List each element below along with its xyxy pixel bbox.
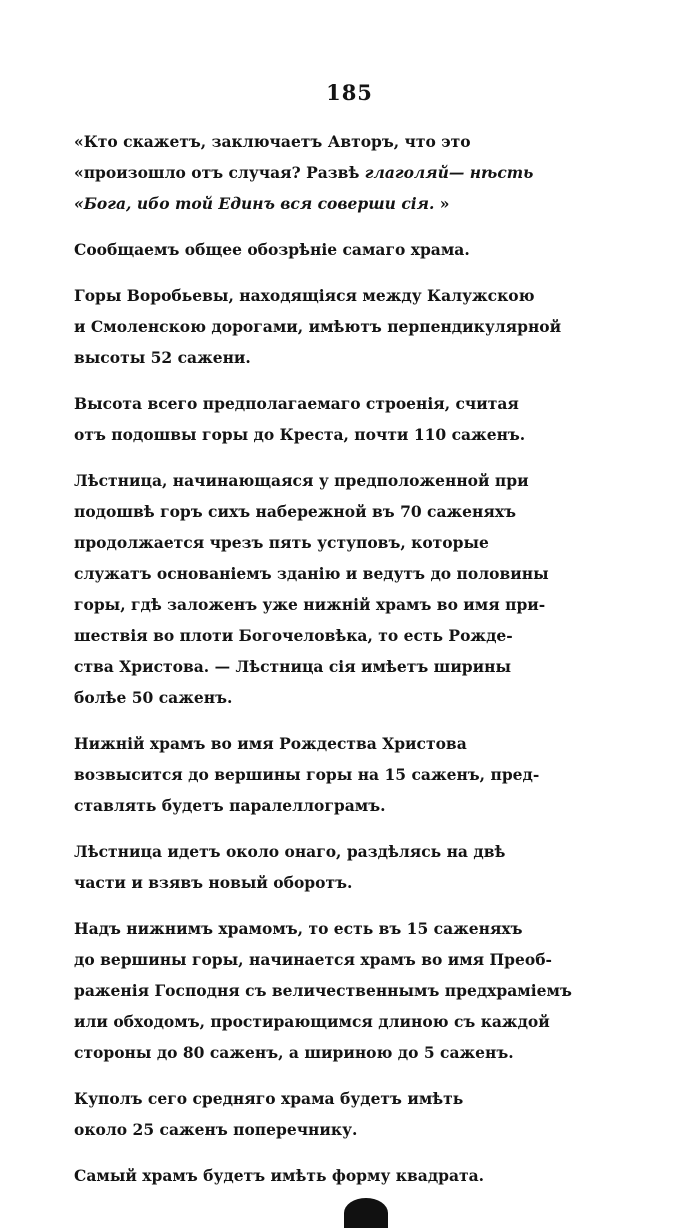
text-line: части и взявъ новый оборотъ. <box>74 873 353 892</box>
text-line: около 25 саженъ поперечнику. <box>74 1120 358 1139</box>
text-column <box>74 126 572 1206</box>
text-line: до вершины горы, начинается храмъ во имя Преоб- <box>74 950 552 969</box>
text-line: Сообщаемъ общее обозрѣніе самаго храма. <box>74 240 470 259</box>
text-line: Куполъ сего средняго храма будетъ имѣть <box>74 1089 464 1108</box>
quote-line-1: «Кто скажетъ, заключаетъ Авторъ, что это <box>74 132 471 151</box>
paragraph <box>74 836 563 898</box>
page-number: 185 <box>326 80 373 105</box>
text-line: горы, гдѣ заложенъ уже нижній храмъ во имя при- <box>74 595 546 614</box>
text-line: продолжается чрезъ пять уступовъ, которые <box>74 533 489 552</box>
text-line: шествія во плоти Богочеловѣка, то есть Рожде- <box>74 626 513 645</box>
body-paragraphs <box>74 234 572 1191</box>
text-line: высоты 52 сажени. <box>74 348 251 367</box>
text-line: Надъ нижнимъ храмомъ, то есть въ 15 саженяхъ <box>74 919 523 938</box>
text-line: Горы Воробьевы, находящіяся между Калужскою <box>74 286 535 305</box>
paragraph <box>74 913 572 1068</box>
paragraph <box>74 280 563 373</box>
text-line: раженія Господня съ величественнымъ предхраміемъ <box>74 981 572 1000</box>
text-line: служатъ основаніемъ зданію и ведутъ до половины <box>74 564 549 583</box>
text-line: ства Христова. — Лѣстница сія имѣетъ ширины <box>74 657 512 676</box>
text-line: ставлять будетъ паралеллограмъ. <box>74 796 386 815</box>
quote-line-3 <box>74 188 563 219</box>
paragraph <box>74 1083 563 1145</box>
text-line: Лѣстница идетъ около онаго, раздѣлясь на двѣ <box>74 842 506 861</box>
text-line: возвысится до вершины горы на 15 саженъ, пред- <box>74 765 540 784</box>
paragraph <box>74 388 563 450</box>
paragraph <box>74 234 563 265</box>
text-line: подошвѣ горъ сихъ набережной въ 70 саженяхъ <box>74 502 516 521</box>
quote-line-2 <box>74 157 563 188</box>
quote-line-3-italic: «Бога, ибо той Единъ вся соверши сія. <box>74 194 435 213</box>
paragraph <box>74 1160 563 1191</box>
text-line: и Смоленскою дорогами, имѣютъ перпендикулярной <box>74 317 562 336</box>
text-line: стороны до 80 саженъ, а шириною до 5 саженъ. <box>74 1043 514 1062</box>
ink-blot <box>344 1198 388 1228</box>
paragraph <box>74 728 563 821</box>
text-line: Самый храмъ будетъ имѣть форму квадрата. <box>74 1166 485 1185</box>
text-line: Высота всего предполагаемаго строенія, считая <box>74 394 519 413</box>
quote-line-2-text: «произошло отъ случая? Развѣ <box>74 163 365 182</box>
paragraph <box>74 465 563 713</box>
quote-line-2-italic: глаголяй— нѣсть <box>364 163 534 182</box>
text-line: отъ подошвы горы до Креста, почти 110 саженъ. <box>74 425 526 444</box>
quote-paragraph <box>74 126 563 219</box>
text-line: Нижній храмъ во имя Рождества Христова <box>74 734 467 753</box>
text-line: болѣе 50 саженъ. <box>74 688 233 707</box>
text-line: Лѣстница, начинающаяся у предположенной при <box>74 471 529 490</box>
quote-line-3-end: » <box>434 194 450 213</box>
text-line: или обходомъ, простирающимся длиною съ каждой <box>74 1012 550 1031</box>
